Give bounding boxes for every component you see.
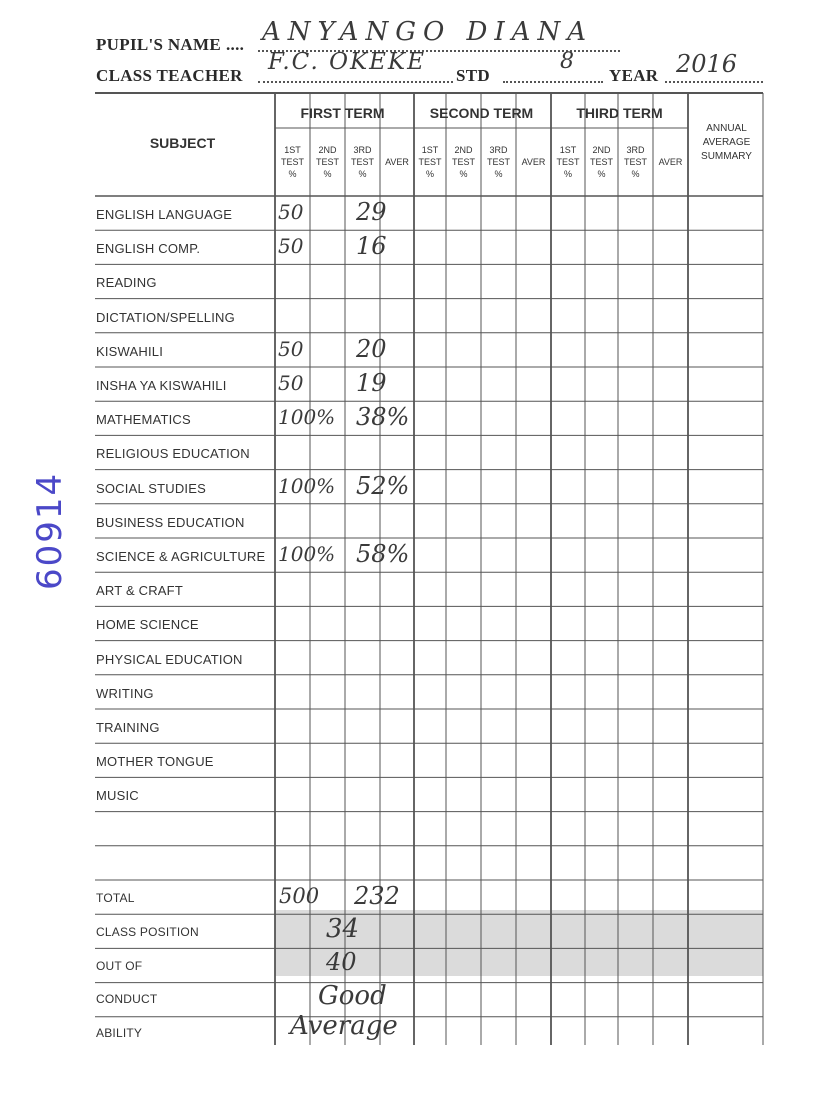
- subject-label: SOCIAL STUDIES: [96, 480, 206, 496]
- test-header-line: TEST: [418, 157, 442, 167]
- third-term-header: THIRD TERM: [576, 105, 663, 121]
- test-header-line: 1ST: [559, 145, 577, 155]
- average-column-header: AVER: [658, 157, 683, 167]
- first-term-test3-mark: 19: [356, 369, 387, 397]
- test-header-line: %: [631, 169, 640, 179]
- test-header-line: TEST: [315, 157, 339, 167]
- subject-label: RELIGIOUS EDUCATION: [96, 446, 250, 462]
- ability-value: Average: [290, 1010, 398, 1041]
- pupil-name-value: ANYANGO DIANA: [262, 17, 593, 47]
- class-teacher-label: CLASS TEACHER: [96, 66, 243, 85]
- first-term-test1-mark: 100%: [278, 405, 336, 430]
- test-header-line: 2ND: [592, 145, 611, 155]
- out-of-value: 40: [326, 948, 357, 977]
- second-term-header: SECOND TERM: [429, 105, 534, 121]
- test-header-line: %: [494, 169, 503, 179]
- test-header-line: 1ST: [284, 145, 301, 155]
- test-header-line: 2ND: [318, 145, 337, 155]
- first-term-test3-mark: 16: [356, 232, 387, 261]
- class-teacher-value: F.C. OKEKE: [268, 49, 426, 75]
- test-header-line: TEST: [451, 157, 475, 167]
- test-header-line: %: [459, 169, 468, 179]
- subject-label: PHYSICAL EDUCATION: [96, 651, 243, 667]
- subject-label: INSHA YA KISWAHILI: [96, 378, 227, 393]
- summary-label: CONDUCT: [96, 991, 158, 1006]
- subject-label: READING: [96, 275, 157, 291]
- subject-label: MUSIC: [96, 788, 139, 804]
- test-header-line: TEST: [623, 157, 647, 167]
- summary-label: OUT OF: [96, 959, 143, 974]
- first-term-test1-mark: 50: [278, 336, 304, 361]
- pupil-name-dots-leader: ....: [226, 35, 245, 54]
- first-term-test3-mark: 52%: [356, 471, 410, 500]
- first-term-test3-mark: 29: [356, 198, 387, 226]
- first-term-test1-mark: 100%: [278, 542, 336, 566]
- std-value: 8: [560, 49, 574, 74]
- std-label: STD: [456, 66, 490, 85]
- grid-lines: [95, 93, 763, 1045]
- subject-label: KISWAHILI: [96, 343, 164, 359]
- first-term-test3-mark: 58%: [356, 540, 410, 568]
- subject-label: BUSINESS EDUCATION: [96, 514, 245, 530]
- class-position-value: 34: [326, 914, 360, 945]
- first-term-test3-mark: 38%: [356, 403, 410, 432]
- first-term-test1-mark: 100%: [278, 473, 336, 498]
- annual-line-3: SUMMARY: [701, 151, 752, 162]
- test-header-line: TEST: [589, 157, 613, 167]
- year-value: 2016: [676, 50, 738, 78]
- test-header-line: 3RD: [626, 145, 645, 155]
- test-column-header: [345, 144, 380, 180]
- subject-label: ENGLISH LANGUAGE: [96, 207, 233, 222]
- test-column-header: [275, 144, 310, 180]
- summary-label: CLASS POSITION: [96, 925, 199, 940]
- subject-label: WRITING: [96, 685, 154, 701]
- total-test1-mark: 500: [279, 884, 320, 908]
- test-header-line: 3RD: [353, 145, 372, 155]
- subject-header: SUBJECT: [149, 135, 216, 151]
- test-column-header: [481, 144, 516, 180]
- stamp-number: 60914: [30, 471, 70, 590]
- test-header-line: %: [288, 169, 297, 179]
- year-label: YEAR: [609, 66, 659, 85]
- test-header-line: TEST: [280, 157, 304, 167]
- test-header-line: TEST: [486, 157, 510, 167]
- test-column-header: [446, 144, 481, 180]
- annual-line-1: ANNUAL: [706, 123, 747, 134]
- average-column-header: AVER: [521, 157, 546, 167]
- total-test3-mark: 232: [354, 882, 400, 910]
- test-header-line: TEST: [350, 157, 374, 167]
- test-header-line: %: [358, 169, 367, 179]
- first-term-header: FIRST TERM: [300, 105, 385, 121]
- annual-line-2: AVERAGE: [702, 137, 751, 148]
- average-column-header: AVER: [385, 157, 409, 167]
- subject-label: HOME SCIENCE: [96, 617, 199, 633]
- test-header-line: %: [425, 169, 434, 179]
- first-term-test3-mark: 20: [356, 334, 387, 363]
- subject-label: MATHEMATICS: [96, 412, 191, 428]
- test-column-header: [551, 144, 585, 180]
- test-header-line: 3RD: [489, 145, 508, 155]
- first-term-test1-mark: 50: [278, 234, 304, 259]
- summary-label: ABILITY: [96, 1025, 143, 1040]
- first-term-test1-mark: 50: [278, 371, 304, 395]
- subject-label: TRAINING: [96, 720, 160, 735]
- pupil-name-label: PUPIL'S NAME: [96, 35, 221, 54]
- subject-label: SCIENCE & AGRICULTURE: [96, 549, 266, 564]
- test-column-header: [585, 144, 618, 180]
- subject-label: MOTHER TONGUE: [96, 754, 214, 770]
- test-header-line: %: [563, 169, 572, 179]
- subject-label: ART & CRAFT: [96, 583, 183, 599]
- test-header-line: %: [597, 169, 606, 179]
- test-header-line: %: [323, 169, 332, 179]
- test-column-header: [310, 144, 345, 180]
- subject-label: DICTATION/SPELLING: [96, 309, 235, 325]
- annual-summary-header: [690, 122, 763, 164]
- test-header-line: 1ST: [421, 145, 439, 155]
- summary-label: TOTAL: [96, 891, 135, 905]
- first-term-test1-mark: 50: [278, 200, 304, 224]
- subject-label: ENGLISH COMP.: [96, 241, 201, 257]
- test-header-line: TEST: [556, 157, 580, 167]
- test-column-header: [618, 144, 653, 180]
- test-header-line: 2ND: [454, 145, 473, 155]
- conduct-value: Good: [318, 980, 387, 1011]
- test-column-header: [414, 144, 446, 180]
